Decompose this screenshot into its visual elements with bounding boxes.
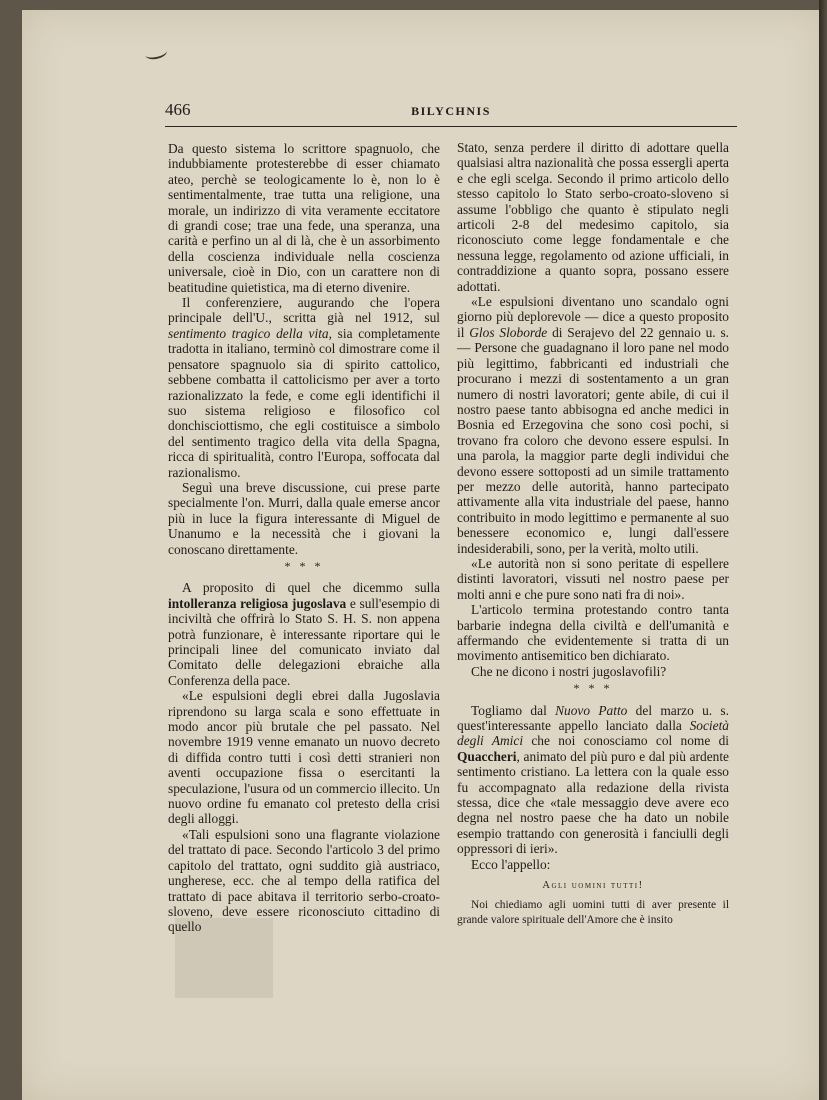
paragraph: «Le espulsioni diventano uno scandalo ogni giorno più deplorevole — dice a questo proposito il Glos Sloborde di Serajevo del 22 gennaio u. s. — Persone che guadagnano il loro pane nel modo più legittimo, fabbricanti ed industriali che procurano i mezzi di sostentamento a un gran numero di nostri lavoratori; gente abile, di cui il nostro paese tanto abbisogna ed anche medici in Bosnia ed Erzegovina che sono così pochi, si trovano fra coloro che devono essere espulsi. In una parola, la maggior parte degli individui che devono essere sottoposti ad un simile trattamento per mezzo delle autorità, hanno partecipato attivamente alla vita industriale del paese, hanno contribuito in modo legittimo e permanente al suo benessere economico e, lungi dall'essere indesiderabili, sono, per la verità, molto utili. bbox=[457, 294, 730, 556]
appeal-heading: Agli uomini tutti! bbox=[542, 880, 644, 892]
paragraph: Togliamo dal Nuovo Patto del marzo u. s. quest'interessante appello lanciato dalla Società degli Amici che noi conosciamo col nome di Quaccheri, animato del più puro e dal più ardente sentimento cristiano. La lettera con la quale esso fu accompagnato alla redazione della rivista stessa, dice che «tale messaggio deve avere eco degna nel nostro paese che ha dato un nobile esempio trattando con generosità i fanciulli degli oppressori di ieri». bbox=[457, 702, 729, 857]
paragraph: Seguì una breve discussione, cui prese parte specialmente l'on. Murri, dalla quale emerse ancor più in luce la figura interessante di Miguel de Unanumo e la necessità che i giovani la conoscano direttamente. bbox=[168, 479, 440, 557]
paragraph: A proposito di quel che dicemmo sulla intolleranza religiosa jugoslava e sull'esempio di inciviltà che offrirà lo Stato S. H. S. non appena potrà funzionare, è interessante riportare qui le principali linee del comunicato inviato dal Comitato delle delegazioni ebraiche alla Conferenza della pace. bbox=[168, 580, 440, 688]
page-number: 466 bbox=[165, 100, 191, 119]
paragraph: Che ne dicono i nostri jugoslavofili? bbox=[471, 663, 667, 679]
paragraph: «Tali espulsioni sono una flagrante violazione del trattato di pace. Secondo l'articolo 3 del primo capitolo del trattato, ogni suddito già austriaco, ungherese, ecc. che al tempo della ratifica del trattato di pace abitava il territorio serbo-croato-sloveno, deve essere riconosciuto cittadino di quello bbox=[168, 826, 440, 935]
paragraph: Noi chiediamo agli uomini tutti di aver presente il grande valore spirituale dell'Amore che è insito bbox=[457, 898, 729, 926]
paragraph: «Le autorità non si sono peritate di espellere distinti lavoratori, vissuti nel nostro paese per molti anni e che pure sono nati fra di noi». bbox=[457, 555, 729, 602]
paragraph: «Le espulsioni degli ebrei dalla Jugoslavia riprendono su larga scala e sono effettuate in modo ancor più brutale che pel passato. Nel novembre 1919 venne emanato un nuovo decreto di diffida contro tutti i così detti stranieri non aventi occupazione fissa o esercitanti la speculazione, l'usura od un commercio illecito. Un nuovo ordine fu emanato col pretesto della crisi degli alloggi. bbox=[168, 688, 440, 827]
paragraph: Da questo sistema lo scrittore spagnuolo, che indubbiamente protesterebbe di esser chiamato ateo, perchè se teologicamente lo è, non lo è sentimentalmente, trae tutta una religione, una morale, un indirizzo di vita veramente eccitatore di grandi cose; trae una fede, una speranza, una carità e perfino un al di là, che è un assorbimento della coscienza individuale nella coscienza universale, cioè in Dio, con un carattere non di beatitudine quietistica, ma di eterno divenire. bbox=[168, 141, 440, 295]
section-separator: * * * bbox=[284, 558, 324, 573]
running-header bbox=[165, 96, 737, 127]
right-column bbox=[457, 140, 730, 926]
paragraph: Ecco l'appello: bbox=[471, 856, 551, 872]
running-title: BILYCHNIS bbox=[411, 104, 491, 118]
page-edge-shadow bbox=[819, 0, 827, 1100]
paragraph: Stato, senza perdere il diritto di adottare quella qualsiasi altra nazionalità che possa essergli aperta e che egli scelga. Secondo il primo articolo dello stesso capitolo lo Stato serbo-croato-sloveno si assume l'obbligo che quanto è stipulato negli articoli 2-8 del medesimo capitolo, sia riconosciuto come legge fondamentale e che nessuna legge, regolamento od azione ufficiali, in contraddizione a quanto sopra, possano essere adottati. bbox=[457, 140, 729, 294]
paragraph: L'articolo termina protestando contro tanta barbarie indegna della civiltà e dell'umanità e affermando che evidentemente si tratta di un movimento antisemitico ben dichiarato. bbox=[457, 602, 729, 664]
section-separator: * * * bbox=[573, 681, 613, 696]
left-column bbox=[168, 141, 440, 935]
paragraph: Il conferenziere, augurando che l'opera principale dell'U., scritta già nel 1912, sul sentimento tragico della vita, sia completamente tradotta in italiano, terminò col dimostrare come il pensatore spagnuolo sia di spirito cattolico, sebbene combatta il cattolicismo per aver a torto razionalizzato la fede, e come egli identifichi il suo sistema religioso e filosofico col donchisciottismo, che egli costituisce a simbolo del sentimento tragico della vita della Spagna, ricca di spiritualità, contro l'Europa, soffocata dal razionalismo. bbox=[168, 295, 440, 480]
